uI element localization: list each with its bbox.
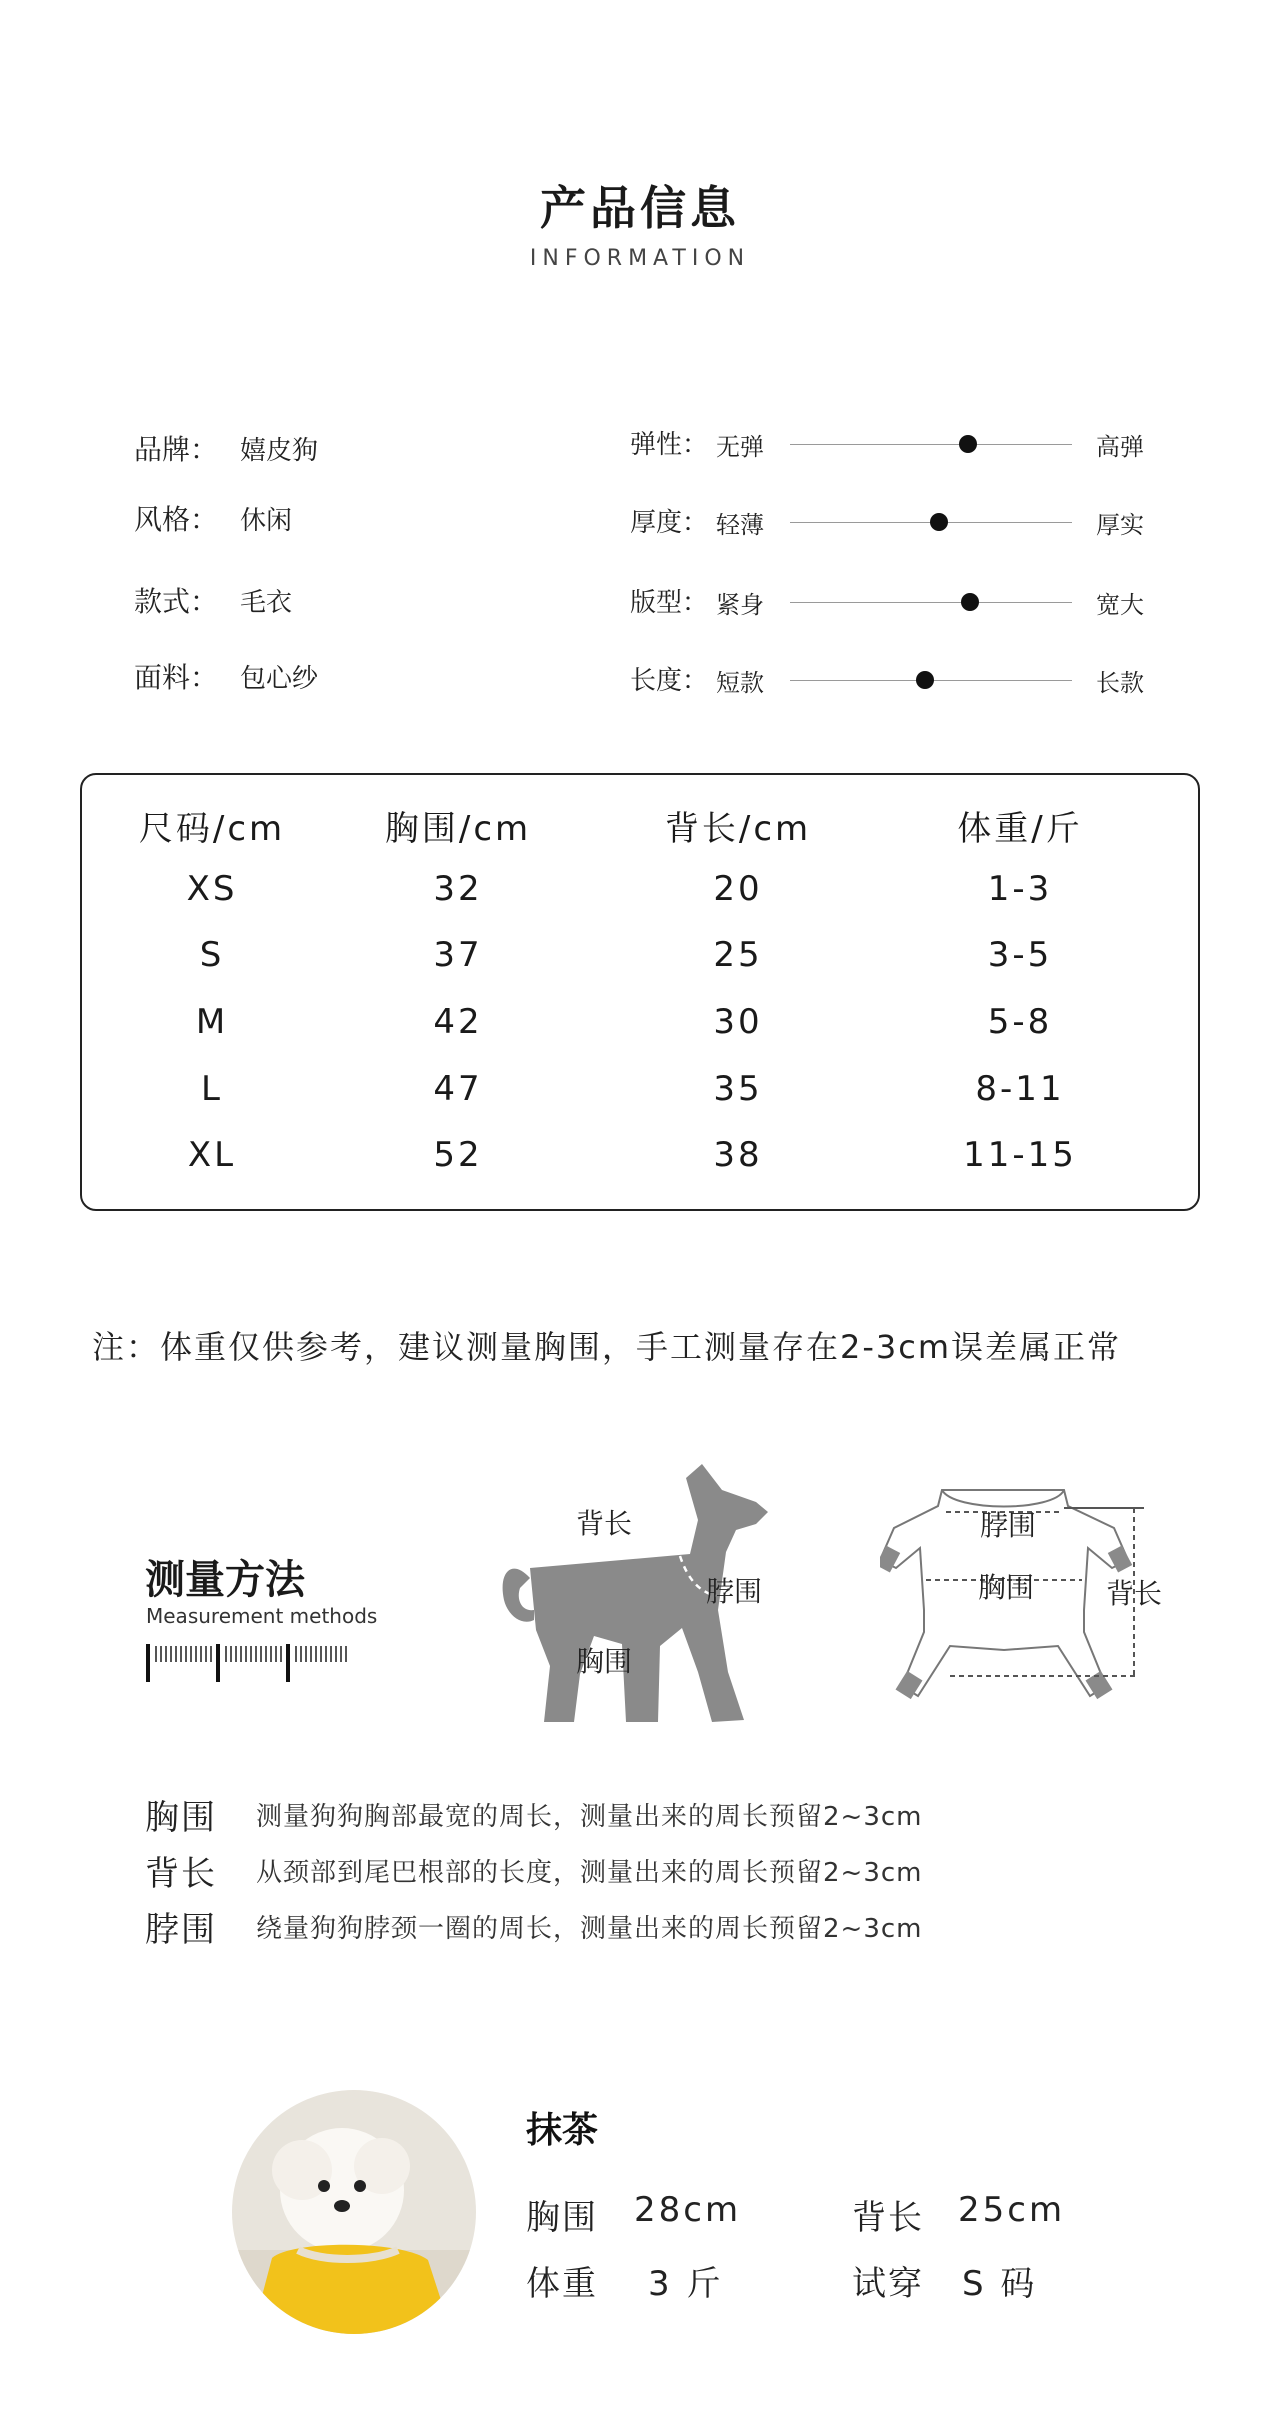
dog-label-back: 背长 (576, 1507, 633, 1540)
slider-label: 长度： (630, 666, 709, 696)
slider-dot (916, 671, 934, 689)
table-cell: 5-8 (987, 1002, 1053, 1042)
table-cell: 3-5 (987, 935, 1053, 975)
table-cell: 30 (713, 1002, 763, 1042)
table-cell: XS (186, 869, 238, 909)
table-header: 背长/cm (664, 809, 812, 849)
table-cell: XL (187, 1135, 237, 1175)
model-spec-key: 胸围 (526, 2198, 598, 2238)
slider-high: 厚实 (1096, 511, 1144, 539)
size-table (80, 773, 1200, 1211)
attr-value: 嬉皮狗 (240, 436, 319, 466)
attr-value: 毛衣 (240, 588, 293, 618)
dog-photo (232, 2090, 476, 2334)
table-header: 尺码/cm (138, 809, 286, 849)
attr-key: 面料： (134, 661, 219, 694)
model-spec-value: 28cm (634, 2190, 742, 2230)
table-header: 胸围/cm (384, 809, 532, 849)
table-header: 体重/斤 (957, 809, 1083, 849)
model-spec-key: 体重 (526, 2264, 598, 2304)
table-cell: 25 (713, 935, 763, 975)
slider-label: 弹性： (630, 430, 709, 460)
page-subtitle: INFORMATION (529, 246, 751, 271)
model-spec-value: S 码 (962, 2264, 1038, 2304)
slider-low: 短款 (716, 669, 764, 697)
model-avatar (232, 2090, 476, 2334)
table-cell: S (199, 935, 225, 975)
slider-length (0, 660, 1280, 700)
slider-dot (959, 435, 977, 453)
slider-label: 厚度： (630, 508, 709, 538)
measure-key: 胸围 (145, 1798, 217, 1838)
garment-label-chest: 胸围 (978, 1571, 1035, 1604)
slider-low: 轻薄 (716, 511, 764, 539)
slider-thickness (0, 502, 1280, 542)
measure-key: 背长 (145, 1854, 217, 1894)
slider-high: 高弹 (1096, 433, 1144, 461)
table-cell: 38 (713, 1135, 763, 1175)
table-cell: 47 (433, 1069, 483, 1109)
slider-dot (961, 593, 979, 611)
model-name: 抹茶 (526, 2110, 599, 2151)
table-cell: L (201, 1069, 223, 1109)
slider-track (790, 444, 1072, 445)
table-cell: 42 (433, 1002, 483, 1042)
measure-desc: 绕量狗狗脖颈一圈的周长，测量出来的周长预留2~3cm (256, 1914, 923, 1944)
attr-key: 风格： (134, 503, 219, 536)
attr-key: 品牌： (134, 433, 219, 466)
table-cell: M (195, 1002, 229, 1042)
slider-track (790, 602, 1072, 603)
model-spec-key: 背长 (852, 2198, 924, 2238)
table-cell: 11-15 (963, 1135, 1077, 1175)
model-spec-value: 3 斤 (648, 2264, 724, 2304)
slider-label: 版型： (630, 588, 709, 618)
slider-low: 无弹 (716, 433, 764, 461)
table-cell: 20 (713, 869, 763, 909)
table-cell: 37 (433, 935, 483, 975)
garment-label-neck: 脖围 (980, 1509, 1037, 1542)
table-cell: 32 (433, 869, 483, 909)
model-spec-value: 25cm (958, 2190, 1066, 2230)
garment-label-back: 背长 (1106, 1577, 1163, 1610)
slider-elasticity (0, 424, 1280, 464)
size-note: 注：体重仅供参考，建议测量胸围，手工测量存在2-3cm误差属正常 (92, 1328, 1122, 1366)
table-cell: 1-3 (987, 869, 1053, 909)
slider-low: 紧身 (716, 591, 764, 619)
table-cell: 52 (433, 1135, 483, 1175)
table-cell: 35 (713, 1069, 763, 1109)
attr-value: 包心纱 (240, 664, 319, 694)
measure-desc: 测量狗狗胸部最宽的周长，测量出来的周长预留2~3cm (256, 1802, 923, 1832)
method-subtitle: Measurement methods (146, 1604, 378, 1628)
measure-desc: 从颈部到尾巴根部的长度，测量出来的周长预留2~3cm (256, 1858, 923, 1888)
ruler-icon (146, 1640, 356, 1684)
attr-value: 休闲 (240, 506, 293, 536)
page-title: 产品信息 (540, 181, 740, 235)
slider-dot (930, 513, 948, 531)
dog-label-chest: 胸围 (576, 1645, 633, 1678)
attr-key: 款式： (134, 585, 219, 618)
method-title: 测量方法 (145, 1557, 305, 1603)
measure-key: 脖围 (145, 1910, 217, 1950)
slider-high: 长款 (1096, 669, 1144, 697)
dog-label-neck: 脖围 (706, 1575, 763, 1608)
slider-fit (0, 582, 1280, 622)
model-spec-key: 试穿 (852, 2264, 924, 2304)
slider-high: 宽大 (1096, 591, 1144, 619)
table-cell: 8-11 (975, 1069, 1065, 1109)
